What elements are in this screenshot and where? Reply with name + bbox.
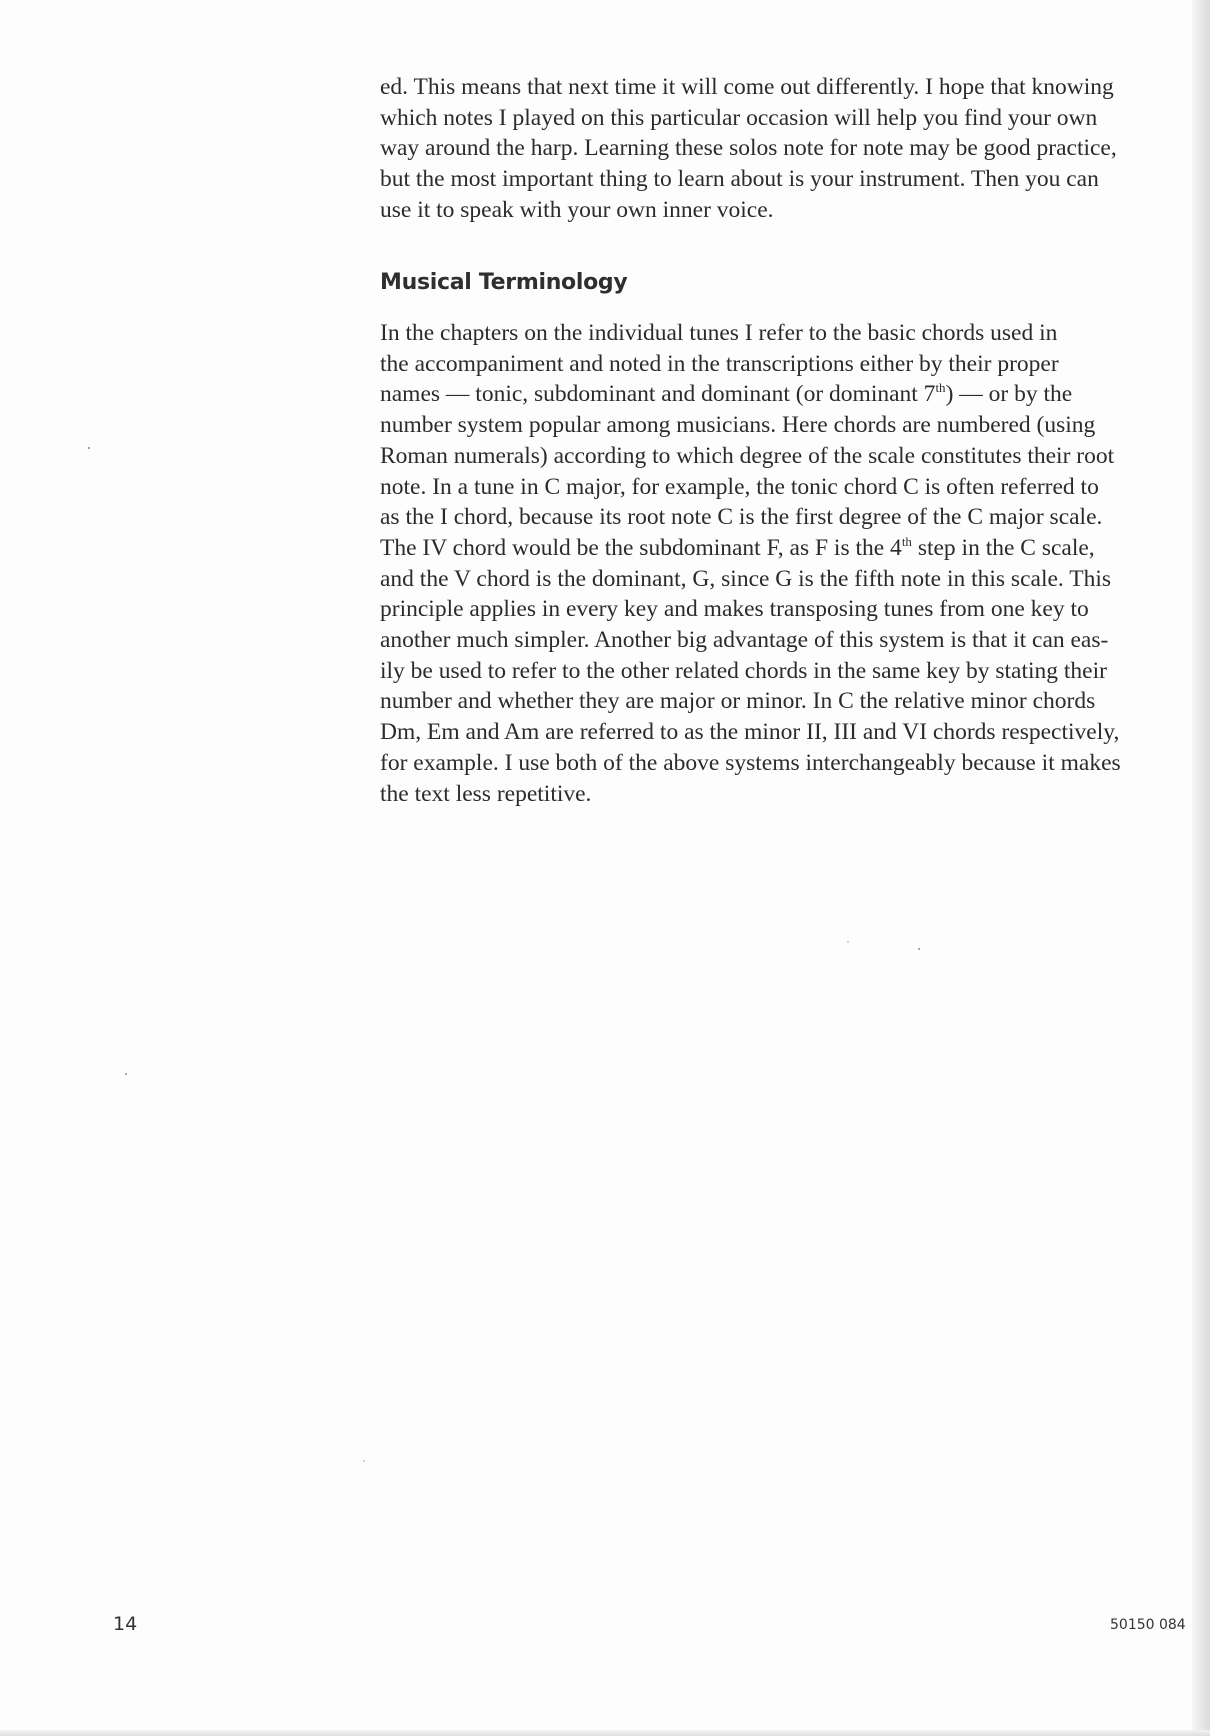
body-line: number and whether they are major or minor. In C the relative minor chords — [380, 688, 1096, 715]
body-line: ily be used to refer to the other related chords in the same key by stating their — [380, 657, 1107, 684]
scan-speck — [918, 948, 920, 950]
body-line: and the V chord is the dominant, G, since G is the fifth note in this scale. This — [380, 565, 1112, 592]
body-line: as the I chord, because its root note C is the first degree of the C major scale. — [380, 504, 1103, 531]
body-line: principle applies in every key and makes transposing tunes from one key to — [380, 596, 1089, 623]
intro-line: but the most important thing to learn about is your instrument. Then you can — [380, 166, 1099, 193]
scan-speck — [125, 1073, 127, 1075]
body-line: for example. I use both of the above systems interchangeably because it makes — [380, 749, 1121, 776]
body-line: number system popular among musicians. Here chords are numbered (using — [380, 412, 1096, 439]
body-line: another much simpler. Another big advantage of this system is that it can eas- — [380, 627, 1109, 654]
body-line-tail: step in the C scale, — [911, 534, 1095, 561]
body-line — [380, 533, 1180, 564]
section-paragraph — [380, 318, 1180, 809]
body-line: the text less repetitive. — [380, 780, 592, 807]
section-heading: Musical Terminology — [380, 270, 628, 295]
body-line: Dm, Em and Am are referred to as the minor II, III and VI chords respectively, — [380, 719, 1120, 746]
page-bottom-edge — [0, 1730, 1210, 1736]
catalog-number: 50150 084 — [1110, 1617, 1186, 1633]
body-line-text: names — tonic, subdominant and dominant (or dominant 7 — [380, 381, 936, 408]
superscript: th — [935, 380, 946, 396]
body-line: In the chapters on the individual tunes I refer to the basic chords used in — [380, 320, 1058, 346]
page-number: 14 — [113, 1613, 138, 1635]
body-line-text: The IV chord would be the subdominant F, as F is the 4 — [380, 534, 902, 561]
body-line: Roman numerals) according to which degree of the scale constitutes their root — [380, 442, 1115, 469]
intro-line: use it to speak with your own inner voice. — [380, 196, 774, 223]
page-edge-shadow — [1192, 0, 1210, 1736]
scan-speck — [363, 1460, 365, 1462]
body-line: the accompaniment and noted in the transcriptions either by their proper — [380, 350, 1059, 377]
superscript: th — [901, 534, 912, 550]
intro-paragraph — [380, 72, 1180, 226]
intro-line: ed. This means that next time it will come out differently. I hope that knowing — [380, 74, 1114, 100]
body-line: note. In a tune in C major, for example, the tonic chord C is often referred to — [380, 473, 1099, 500]
scan-speck — [88, 447, 90, 449]
intro-line: way around the harp. Learning these solos note for note may be good practice, — [380, 135, 1117, 162]
body-line — [380, 379, 1180, 410]
body-line-tail: ) — or by the — [945, 381, 1073, 408]
intro-line: which notes I played on this particular occasion will help you find your own — [380, 104, 1098, 131]
scan-speck — [847, 941, 849, 943]
